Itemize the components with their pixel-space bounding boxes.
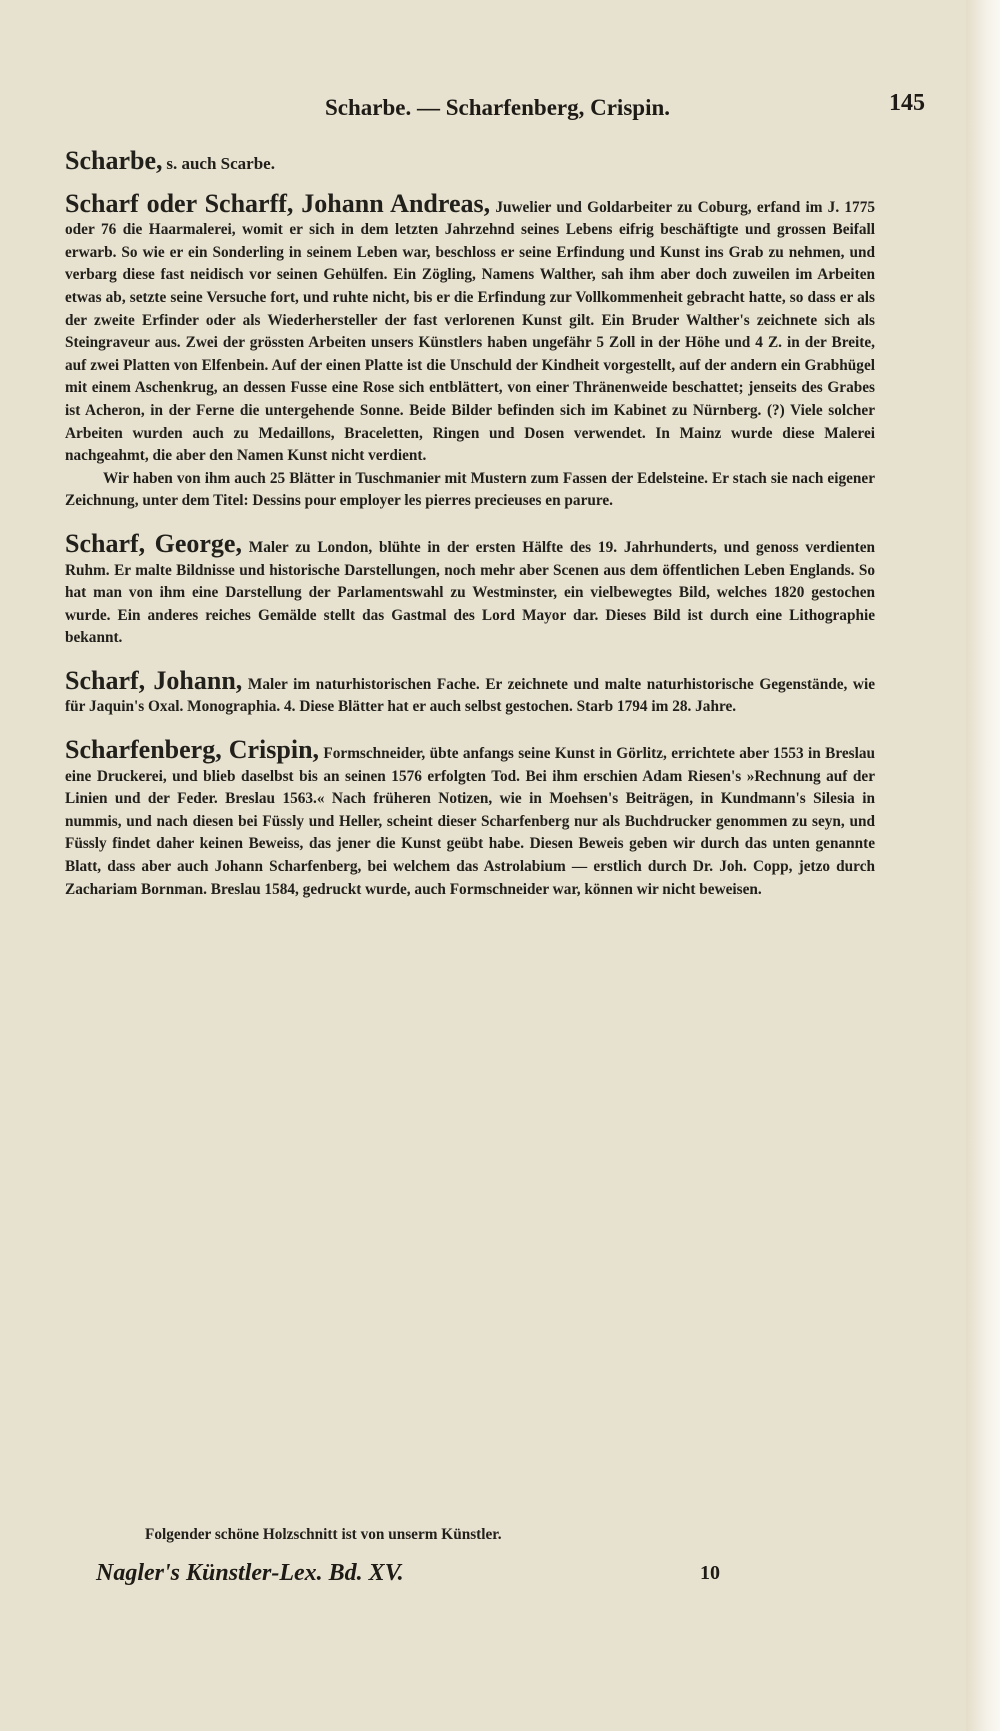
running-head (70, 90, 925, 126)
sheet-number: 10 (700, 1562, 720, 1584)
entry-headword: Scharbe, (65, 146, 163, 175)
page-edge (966, 0, 1000, 1731)
signature-line: Nagler's Künstler-Lex. Bd. XV. (96, 1560, 404, 1586)
entry-scharbe (65, 148, 875, 177)
entry-scharf-johann-andreas (65, 188, 875, 513)
entry-text: Maler im naturhistorischen Fache. Er zeichnete und malte naturhistorische Gegenstände, wie für Jaquin's Oxal. Monographia. 4. Diese Blätter hat er auch selbst gestochen. Starb 1794 im 28. Jahre. (65, 675, 875, 716)
entry-scharfenberg-crispin (65, 737, 875, 901)
entry-headword: Scharf, Johann, (65, 665, 243, 695)
entry-headword: Scharf oder Scharff, Johann Andreas, (65, 188, 491, 218)
running-head-title: Scharbe. — Scharfenberg, Crispin. (325, 95, 670, 120)
dictionary-entries (65, 148, 875, 919)
entry-text: Formschneider, übte anfangs seine Kunst in Görlitz, errichtete aber 1553 in Breslau eine Druckerei, und blieb daselbst bis an seinen 1576 erfolgten Tod. Bei ihm erschien Adam Riesen's »Rechnung auf der Linien und der Feder. Breslau 1563.« Nach früheren Notizen, wie in Moehsen's Beiträgen, in Kundmann's Silesia in nummis, und nach diesen bei Füssly und Heller, scheint dieser Scharfenberg nur als Buchdrucker genommen zu seyn, und Füssly findet daher keinen Beweiss, das jener die Kunst geübt habe. Diesen Beweis geben wir durch das unten genannte Blatt, dass aber auch Johann Scharfenberg, bei welchem das Astrolabium — erstlich durch Dr. Joh. Copp, jetzo durch Zachariam Bornman. Breslau 1584, gedruckt wurde, auch Formschneider war, können wir nicht beweisen. (65, 745, 875, 898)
entry-scharf-george (65, 528, 876, 650)
entry-continuation: Wir haben von ihm auch 25 Blätter in Tuschmanier mit Mustern zum Fassen der Edelsteine. Er stach sie nach eigener Zeichnung, unter dem Titel: Dessins pour employer les pierres precieuses en parure. (65, 469, 875, 510)
entry-headword: Scharfenberg, Crispin, (65, 735, 320, 765)
entry-text: Juwelier und Goldarbeiter zu Coburg, erfand im J. 1775 oder 76 die Haarmalerei, womit er sich in dem letzten Jahrzehnd seines Lebens eifrig beschäftigte und grossen Beifall erwarb. So wie er ein Sonderling in seinem Leben war, beschloss er seine Erfindung und Kunst ins Grab zu nehmen, und verbarg diese fast neidisch vor seinen Gehülfen. Ein Zögling, Namens Walther, sah ihm aber doch zuweilen im Arbeiten etwas ab, setzte seine Versuche fort, und ruhte nicht, bis er die Erfindung zur Vollkommenheit gebracht hatte, so dass er als der zweite Erfinder oder als Wiederhersteller der fast verlorenen Kunst gilt. Ein Bruder Walther's zeichnete sich als Steingraveur aus. Zwei der grössten Arbeiten unsers Künstlers haben ungefähr 5 Zoll in der Höhe und 4 Z. in der Breite, auf zwei Platten von Elfenbein. Auf der einen Platte ist die Unschuld der Kindheit vorgestellt, auf der andern ein Grabhügel mit einem Aschenkrug, an dessen Fusse eine Rose sich entblättert, von einer Thränenweide beschattet; jenseits des Grabes ist Acheron, in der Ferne die untergehende Sonne. Beide Bilder befinden sich im Kabinet zu Nürnberg. (?) Viele solcher Arbeiten wurden auch zu Medaillons, Braceletten, Ringen und Dosen verwendet. In Mainz wurde diese Malerei nachgeahmt, die aber den Namen Kunst nicht verdient. (65, 198, 875, 465)
page-number: 145 (889, 90, 925, 116)
entry-text: Maler zu London, blühte in der ersten Hälfte des 19. Jahrhunderts, und genoss verdienten Ruhm. Er malte Bildnisse und historische Darstellungen, noch mehr aber Scenen aus dem öffentlichen Leben Englands. So hat man von ihm eine Darstellung der Parlamentswahl zu Westminster, ein vielbewegtes Bild, welches 1820 gestochen wurde. Ein anderes reiches Gemälde stellt das Gastmal des Lord Mayor dar. Dieses Bild ist durch eine Lithographie bekannt. (65, 538, 876, 647)
entry-text: s. auch Scarbe. (166, 154, 275, 173)
entry-scharf-johann (65, 665, 875, 719)
closing-paragraph: Folgender schöne Holzschnitt ist von unserm Künstler. (145, 1526, 502, 1543)
entry-headword: Scharf, George, (65, 528, 242, 558)
